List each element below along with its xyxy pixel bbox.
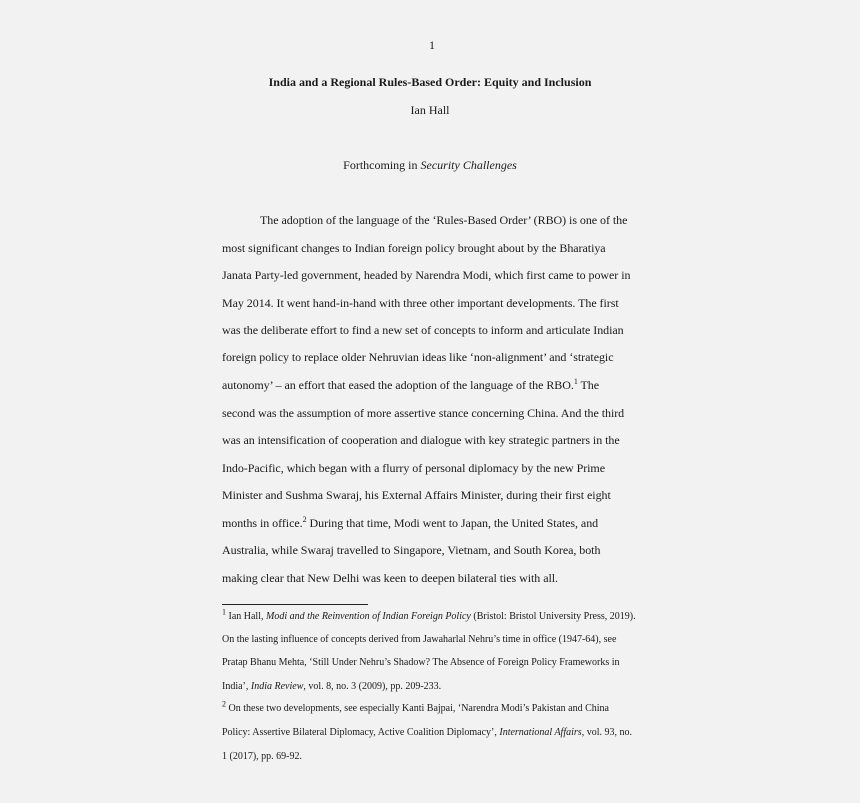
forthcoming-prefix: Forthcoming in: [343, 158, 421, 172]
body-line: Janata Party-led government, headed by Narendra Modi, which first came to power in: [222, 268, 631, 282]
footnote-2-marker: 2: [222, 699, 226, 709]
footnote-ref-2: 2: [302, 515, 307, 524]
footnote-2-line: Policy: Assertive Bilateral Diplomacy, Active Coalition Diplomacy’, International Affairs, vol. 93, no.: [222, 727, 632, 738]
footnote-1: $^1$ Ian Hall, Modi and the Reinvention of Indian Foreign Policy (Bristol: Bristol University Press, 2019).: [222, 607, 636, 622]
body-line: most significant changes to Indian foreign policy brought about by the Bharatiya: [222, 241, 606, 255]
footnote-1-line: India’, India Review, vol. 8, no. 3 (2009), pp. 209-233.: [222, 681, 442, 692]
journal-name: Security Challenges: [420, 158, 517, 172]
body-line: Australia, while Swaraj travelled to Singapore, Vietnam, and South Korea, both: [222, 543, 601, 557]
body-line: May 2014. It went hand-in-hand with three other important developments. The first: [222, 296, 619, 310]
body-line: months in office.$^2$ During that time, Modi went to Japan, the United States, and: [222, 515, 599, 530]
body-line: was the deliberate effort to find a new set of concepts to inform and articulate Indian: [222, 323, 624, 337]
footnote-2: $^2$ On these two developments, see especially Kanti Bajpai, ‘Narendra Modi’s Pakistan and China: [222, 699, 609, 714]
page-number: 1: [429, 38, 435, 52]
body-line: second was the assumption of more assertive stance concerning China. And the third: [222, 406, 625, 420]
author-name: Ian Hall: [410, 103, 450, 117]
footnote-ref-1: 1: [573, 377, 578, 386]
body-line: making clear that New Delhi was keen to deepen bilateral ties with all.: [222, 571, 558, 585]
footnote-separator: [222, 604, 368, 605]
paper-title: India and a Regional Rules-Based Order: Equity and Inclusion: [268, 75, 592, 89]
footnote-2-line: 1 (2017), pp. 69-92.: [222, 751, 302, 762]
body-line: The adoption of the language of the ‘Rules-Based Order’ (RBO) is one of the: [260, 213, 628, 227]
footnote-1-line: On the lasting influence of concepts derived from Jawaharlal Nehru’s time in office (1947-64), see: [222, 634, 617, 645]
body-line: Minister and Sushma Swaraj, his External Affairs Minister, during their first eight: [222, 488, 611, 502]
footnote-1-marker: 1: [222, 607, 226, 617]
footnote-1-line: Pratap Bhanu Mehta, ‘Still Under Nehru’s Shadow? The Absence of Foreign Policy Frameworks in: [222, 657, 620, 668]
body-line: Indo-Pacific, which began with a flurry of personal diplomacy by the new Prime: [222, 461, 605, 475]
body-line: autonomy’ – an effort that eased the adoption of the language of the RBO.$^1$ The: [222, 377, 600, 392]
forthcoming-note: [0, 158, 860, 173]
body-line: was an intensification of cooperation and dialogue with key strategic partners in the: [222, 433, 620, 447]
body-line: foreign policy to replace older Nehruvian ideas like ‘non-alignment’ and ‘strategic: [222, 350, 614, 364]
